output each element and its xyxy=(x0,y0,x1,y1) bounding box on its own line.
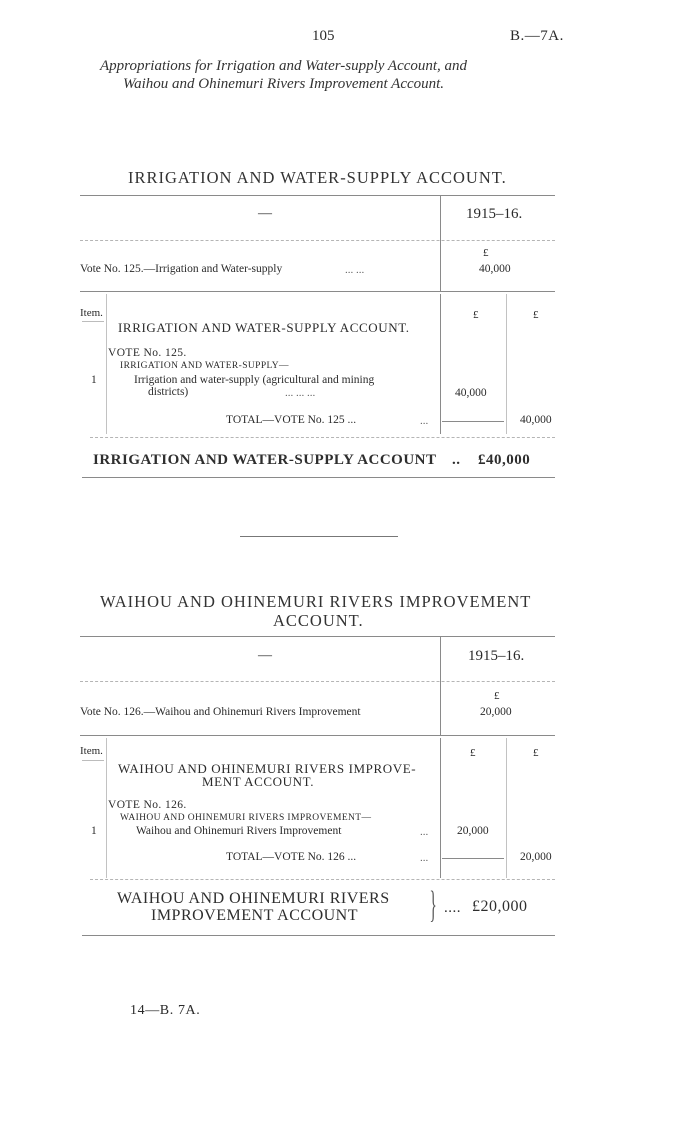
vote-dots: ... ... xyxy=(345,264,365,276)
table-top-rule xyxy=(80,195,555,196)
summary-line-2: IMPROVEMENT ACCOUNT xyxy=(151,907,358,924)
total-dots: ... xyxy=(420,852,429,864)
currency-symbol-left: £ xyxy=(470,747,476,759)
total-amount: 40,000 xyxy=(520,414,552,426)
header-dash: — xyxy=(258,648,272,663)
summary-amount: £20,000 xyxy=(472,898,528,915)
summary-dots: .. xyxy=(452,452,461,468)
header-rule xyxy=(80,240,555,241)
item-dots: ... ... ... xyxy=(285,387,316,399)
summary-amount: £40,000 xyxy=(478,452,531,468)
heading-line-1: Appropriations for Irrigation and Water-supply Account, and xyxy=(100,58,468,74)
vote-line: Vote No. 126.—Waihou and Ohinemuri Rivers Improvement xyxy=(80,706,361,718)
item-text-line-2: districts) xyxy=(148,386,189,398)
summary-line-1: WAIHOU AND OHINEMURI RIVERS xyxy=(117,890,390,907)
subtotal-rule xyxy=(442,421,504,422)
waihou-title-line-2: ACCOUNT. xyxy=(273,611,364,630)
currency-symbol-right: £ xyxy=(533,309,539,321)
vote-rule xyxy=(80,735,555,736)
table-top-rule xyxy=(80,636,555,637)
page-number: 105 xyxy=(312,28,335,44)
subtotal-rule xyxy=(442,858,504,859)
currency-symbol-left: £ xyxy=(473,309,479,321)
total-label: TOTAL—VOTE No. 125 ... xyxy=(226,414,357,426)
summary-bottom-rule xyxy=(82,477,555,478)
vote-line: Vote No. 125.—Irrigation and Water-supply xyxy=(80,263,283,275)
amount-column-divider xyxy=(440,294,441,434)
column-divider xyxy=(440,196,441,291)
item-text-line-1: Irrigation and water-supply (agricultural and mining xyxy=(134,374,375,386)
total-label: TOTAL—VOTE No. 126 ... xyxy=(226,851,357,863)
subhead: IRRIGATION AND WATER-SUPPLY— xyxy=(120,361,289,371)
item-column-divider xyxy=(106,294,107,434)
item-column-header: Item. xyxy=(80,307,103,319)
irrigation-title: IRRIGATION AND WATER-SUPPLY ACCOUNT. xyxy=(128,168,507,187)
item-header-rule xyxy=(82,321,104,322)
total-column-divider xyxy=(506,738,507,878)
summary-dots: .... xyxy=(444,900,461,916)
subhead: WAIHOU AND OHINEMURI RIVERS IMPROVEMENT— xyxy=(120,813,372,823)
year-header: 1915–16. xyxy=(466,206,523,222)
summary-label: IRRIGATION AND WATER-SUPPLY ACCOUNT xyxy=(93,452,437,468)
item-column-header: Item. xyxy=(80,745,103,757)
header-dash: — xyxy=(258,206,272,221)
vote-amount: 40,000 xyxy=(479,263,511,275)
total-dots: ... xyxy=(420,415,429,427)
waihou-title-line-1: WAIHOU AND OHINEMURI RIVERS IMPROVEMENT xyxy=(100,592,532,611)
summary-bottom-rule xyxy=(82,935,555,936)
section-separator xyxy=(240,536,398,537)
summary-top-rule xyxy=(90,879,555,880)
section-title: IRRIGATION AND WATER-SUPPLY ACCOUNT. xyxy=(118,320,410,335)
item-number: 1 xyxy=(91,374,97,386)
section-title-line-1: WAIHOU AND OHINEMURI RIVERS IMPROVE- xyxy=(118,761,417,776)
vote-number: VOTE No. 125. xyxy=(108,347,187,359)
total-amount: 20,000 xyxy=(520,851,552,863)
page-reference: B.—7A. xyxy=(510,28,564,44)
year-header: 1915–16. xyxy=(468,648,525,664)
item-amount: 20,000 xyxy=(457,825,489,837)
header-rule xyxy=(80,681,555,682)
amount-column-divider xyxy=(440,738,441,878)
item-dots: ... xyxy=(420,826,429,838)
currency-symbol-right: £ xyxy=(533,747,539,759)
summary-top-rule xyxy=(90,437,555,438)
item-header-rule xyxy=(82,760,104,761)
item-column-divider xyxy=(106,738,107,878)
vote-number: VOTE No. 126. xyxy=(108,799,187,811)
section-title-line-2: MENT ACCOUNT. xyxy=(202,774,315,789)
item-number: 1 xyxy=(91,825,97,837)
heading-line-2: Waihou and Ohinemuri Rivers Improvement Account. xyxy=(123,76,445,92)
item-text: Waihou and Ohinemuri Rivers Improvement xyxy=(136,825,342,837)
summary-brace: } xyxy=(429,884,437,926)
currency-symbol: £ xyxy=(483,247,489,259)
total-column-divider xyxy=(506,294,507,434)
page-footer: 14—B. 7A. xyxy=(130,1003,201,1018)
column-divider xyxy=(440,637,441,735)
vote-amount: 20,000 xyxy=(480,706,512,718)
vote-rule xyxy=(80,291,555,292)
item-amount: 40,000 xyxy=(455,387,487,399)
currency-symbol: £ xyxy=(494,690,500,702)
